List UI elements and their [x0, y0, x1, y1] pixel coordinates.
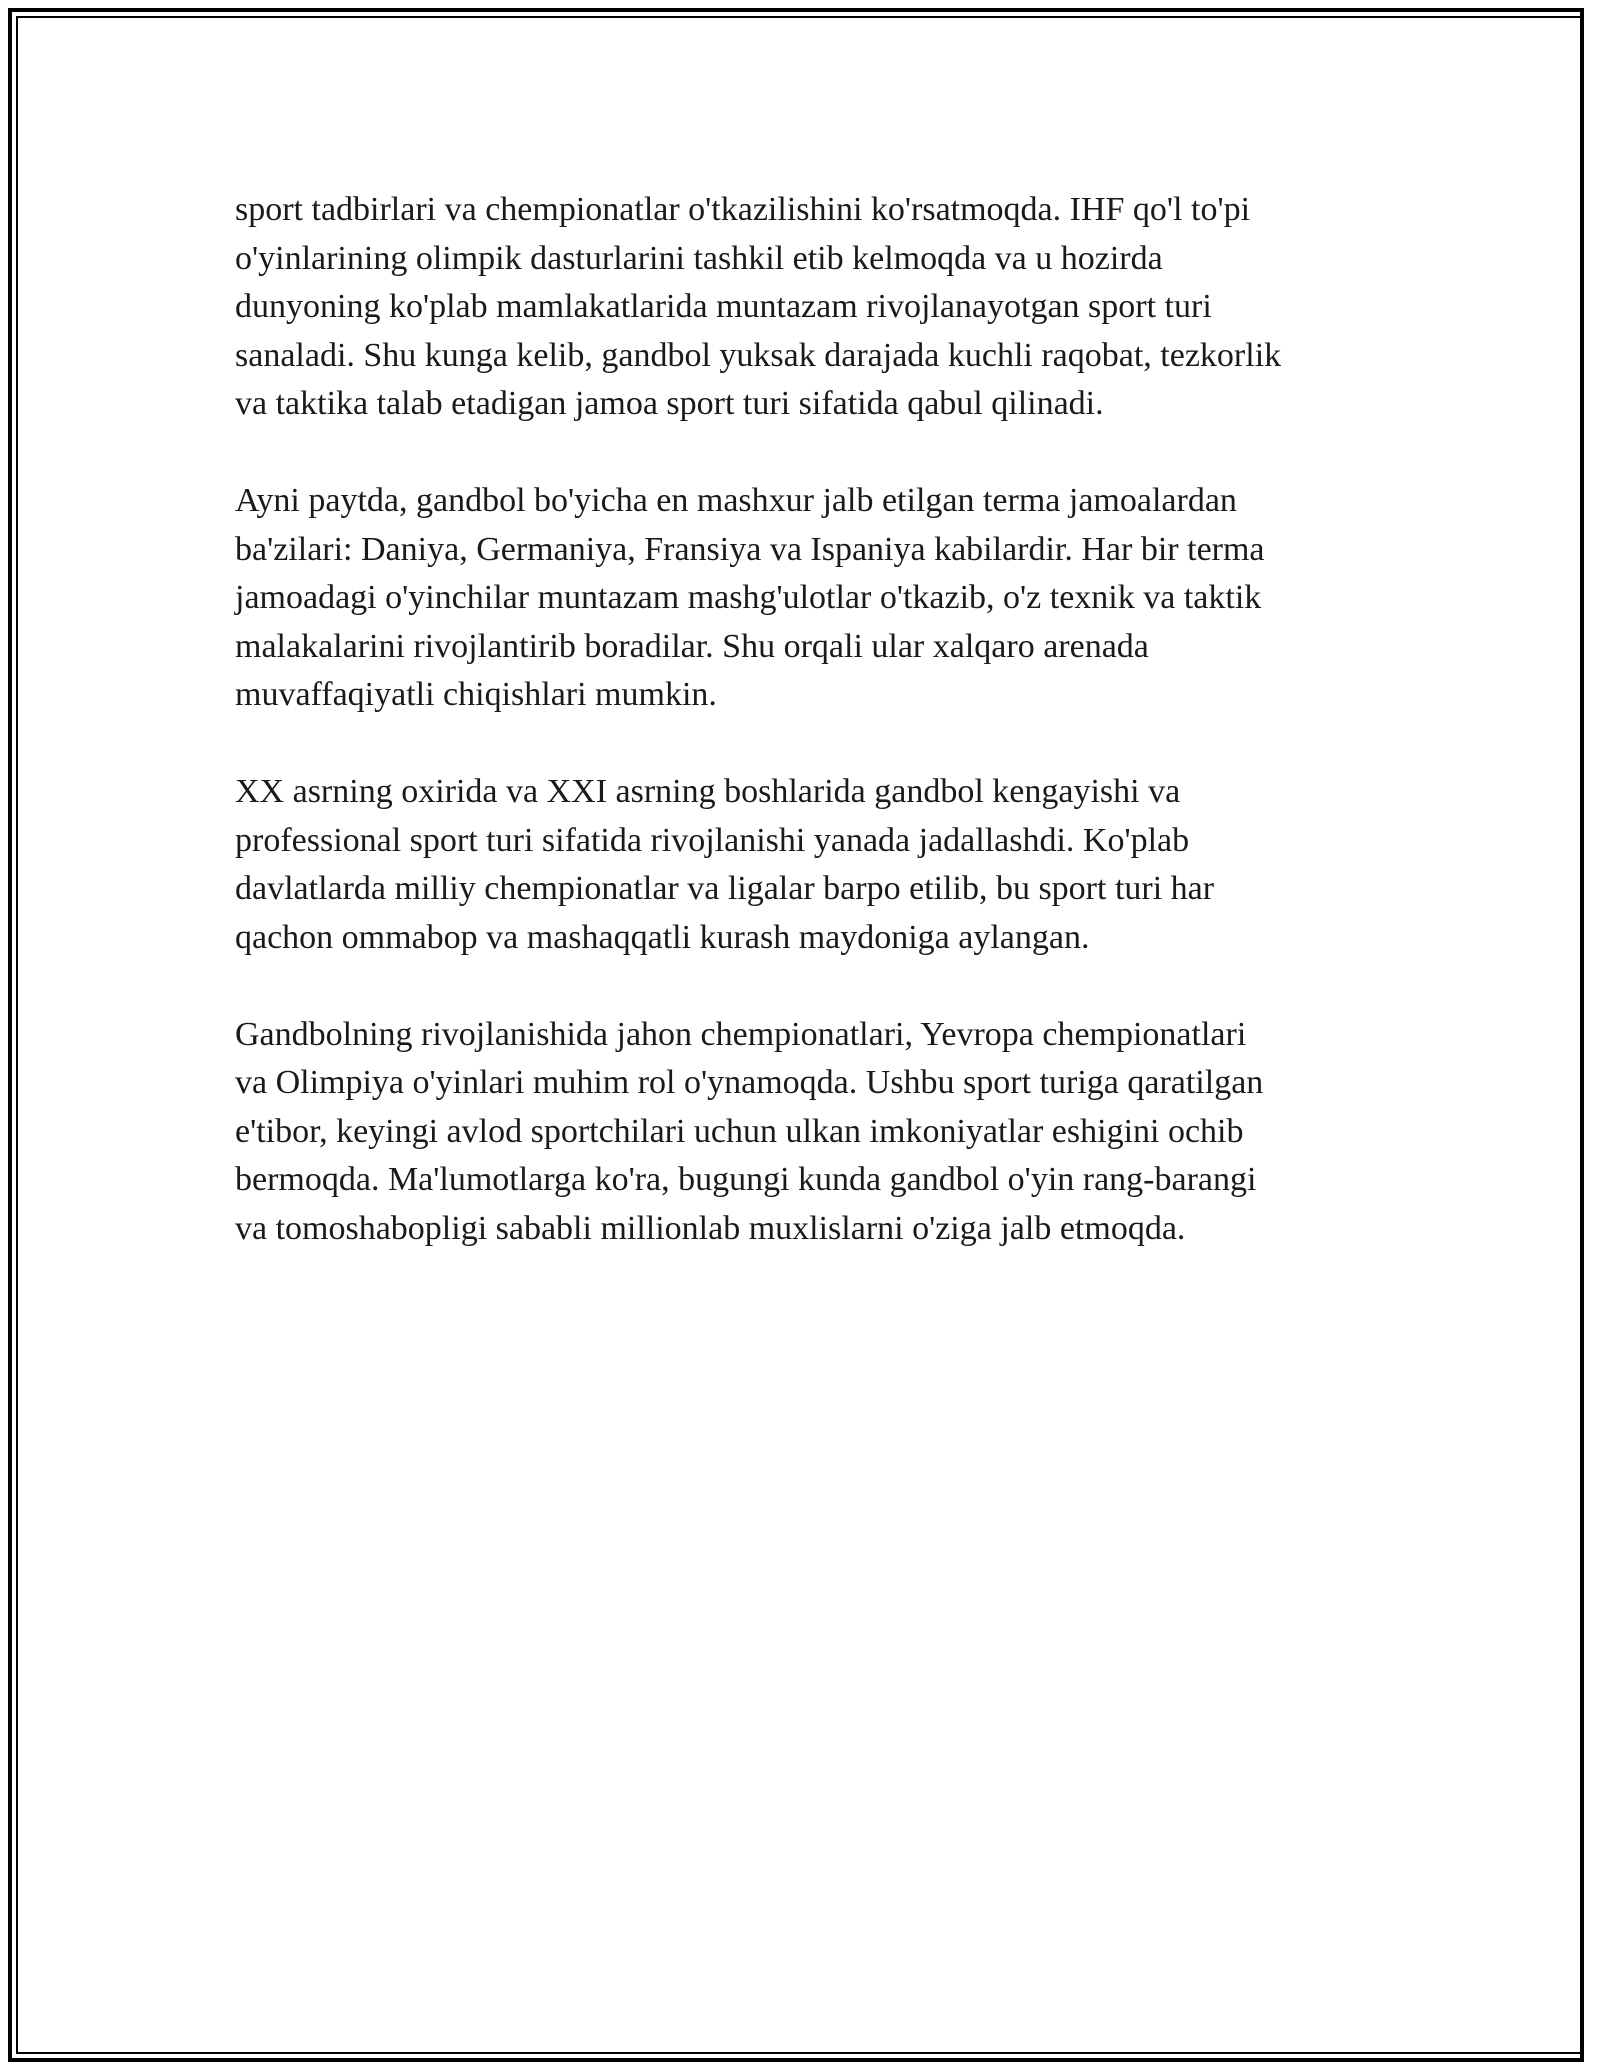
text-line: Gandbolning rivojlanishida jahon chempionatlari, Yevropa chempionatlari [235, 1015, 1247, 1053]
text-line: dunyoning ko'plab mamlakatlarida muntazam rivojlanayotgan sport turi [235, 288, 1212, 325]
text-line: sanaladi. Shu kunga kelib, gandbol yuksak darajada kuchli raqobat, tezkorlik [235, 336, 1282, 374]
text-line: davlatlarda milliy chempionatlar va ligalar barpo etilib, bu sport turi har [235, 870, 1215, 907]
paragraph-1 [235, 186, 1375, 429]
paragraph-2 [235, 477, 1375, 720]
text-line: ba'zilari: Daniya, Germaniya, Fransiya va Ispaniya kabilardir. Har bir terma [235, 530, 1265, 568]
text-line: Ayni paytda, gandbol bo'yicha en mashxur jalb etilgan terma jamoalardan [235, 482, 1237, 519]
text-line: XX asrning oxirida va XXI asrning boshlarida gandbol kengayishi va [235, 773, 1181, 810]
text-line: jamoadagi o'yinchilar muntazam mashg'ulotlar o'tkazib, o'z texnik va taktik [235, 579, 1262, 616]
document-body [235, 186, 1375, 1302]
text-line: va tomoshabopligi sababli millionlab muxlislarni o'ziga jalb etmoqda. [235, 1209, 1186, 1247]
text-line: professional sport turi sifatida rivojlanishi yanada jadallashdi. Ko'plab [235, 821, 1190, 859]
text-line: muvaffaqiyatli chiqishlari mumkin. [235, 676, 717, 713]
text-line: sport tadbirlari va chempionatlar o'tkazilishini ko'rsatmoqda. IHF qo'l to'pi [235, 191, 1251, 228]
text-line: va taktika talab etadigan jamoa sport turi sifatida qabul qilinadi. [235, 385, 1104, 422]
paragraph-4 [235, 1011, 1375, 1254]
text-line: o'yinlarining olimpik dasturlarini tashkil etib kelmoqda va u hozirda [235, 239, 1163, 277]
text-line: e'tibor, keyingi avlod sportchilari uchun ulkan imkoniyatlar eshigini ochib [235, 1112, 1244, 1150]
paragraph-3 [235, 768, 1375, 962]
text-line: malakalarini rivojlantirib boradilar. Shu orqali ular xalqaro arenada [235, 627, 1149, 665]
text-line: va Olimpiya o'yinlari muhim rol o'ynamoqda. Ushbu sport turiga qaratilgan [235, 1064, 1264, 1101]
text-line: bermoqda. Ma'lumotlarga ko'ra, bugungi kunda gandbol o'yin rang-barangi [235, 1161, 1257, 1198]
text-line: qachon ommabop va mashaqqatli kurash maydoniga aylangan. [235, 918, 1090, 956]
